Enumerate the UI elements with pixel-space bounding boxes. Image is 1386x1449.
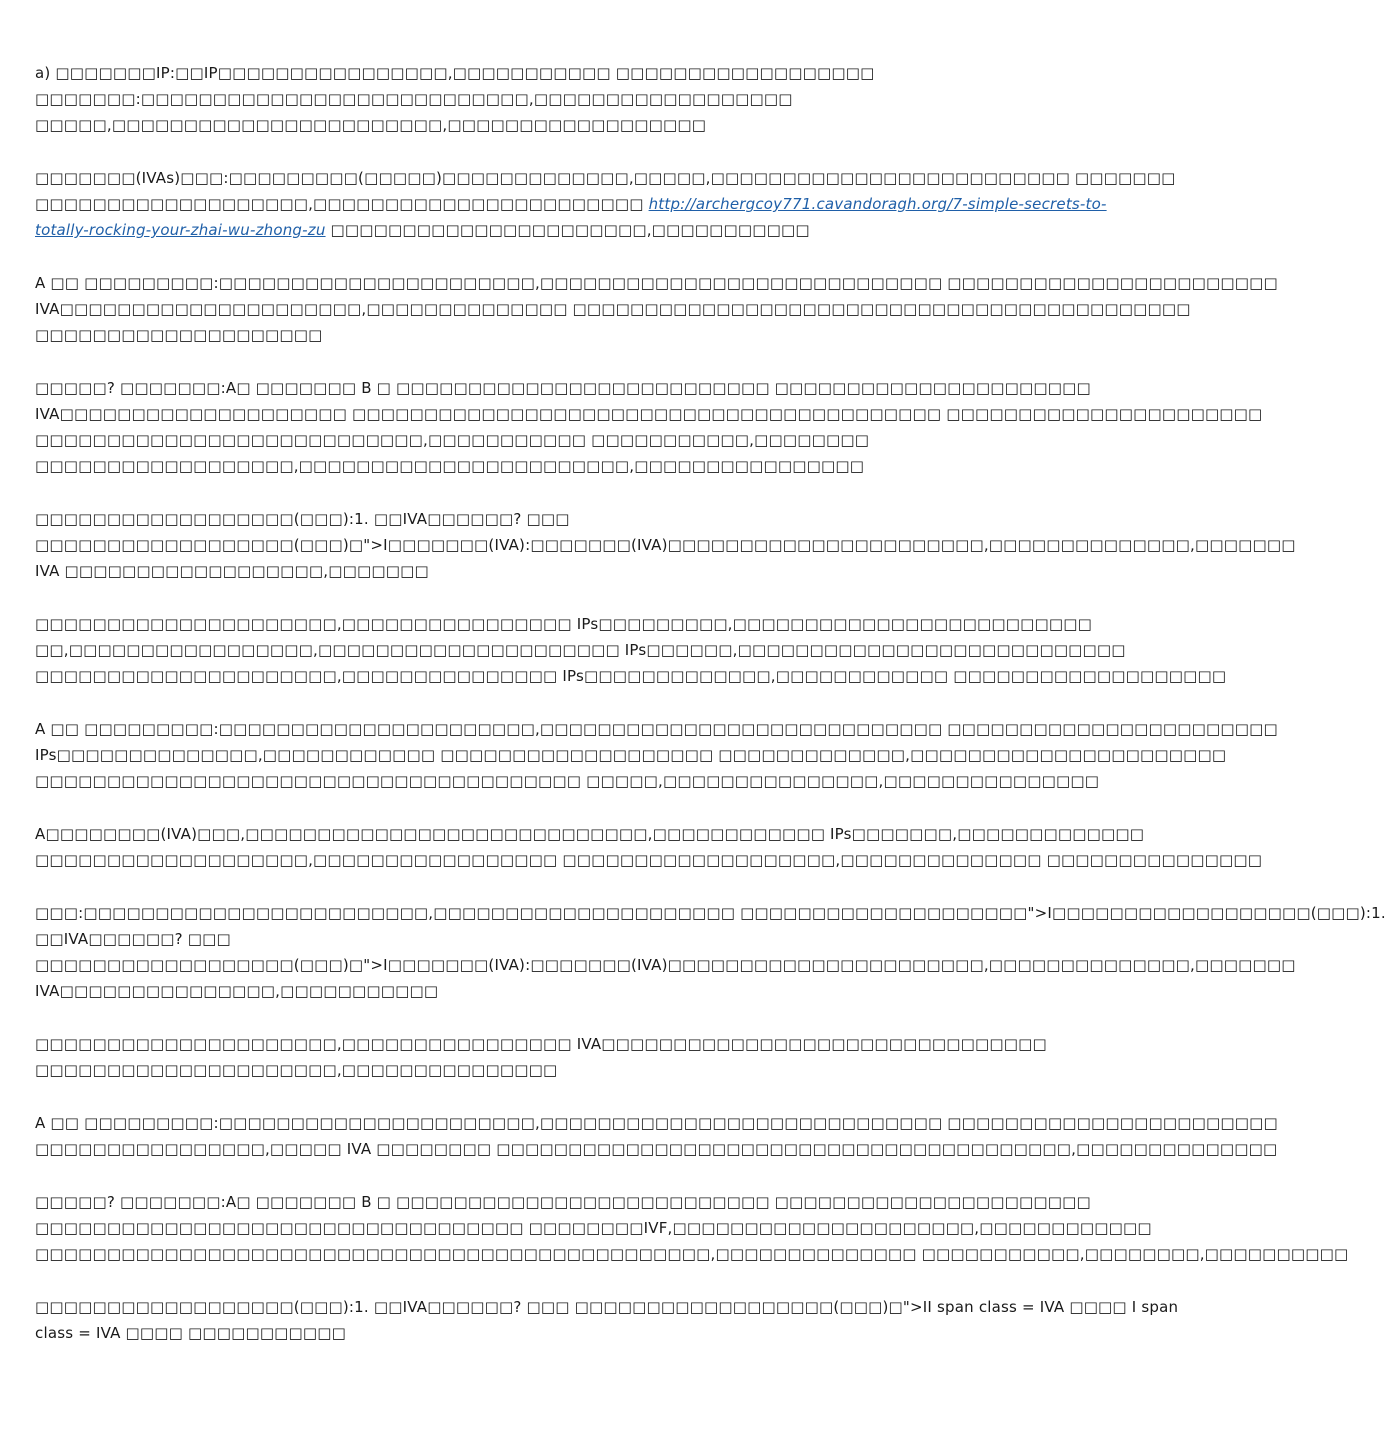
paragraph [35,270,1278,348]
line-text: A □□ □□□□□□□□□:□□□□□□□□□□□□□□□□□□□□□□,□□□□□□□□□□□□□□□□□□□□□□□□□□□□ □□□□□□□□□□□□□□□□□□□□□□□ [35,720,1278,738]
line-text: □□,□□□□□□□□□□□□□□□□□,□□□□□□□□□□□□□□□□□□□□□ IPs□□□□□□,□□□□□□□□□□□□□□□□□□□□□□□□□□□ [35,641,1126,659]
text-line [35,532,1296,558]
text-line [35,322,989,348]
text-line [35,978,989,1004]
text-line [35,375,1091,401]
line-text: □□□□□? □□□□□□□:A□ □□□□□□□ B □ □□□□□□□□□□□□□□□□□□□□□□□□□□ □□□□□□□□□□□□□□□□□□□□□□ [35,1193,1091,1211]
line-text: □□□□□□□□□□□□□□□□□□(□□□):1. □□IVA□□□□□□? □□□ □□□□□□□□□□□□□□□□□□(□□□)□">II span class = IVA □□□□ I span [35,1298,1179,1316]
line-text: □□□□□□□□□□□□□□□□□□□□□□□□□□□□□□□□□□□□□□ □□□□□,□□□□□□□□□□□□□□□,□□□□□□□□□□□□□□□ [35,772,1100,790]
line-text: □□□□□□□□□□□□□□□□□□□□□□□□□□□□□□□□□□ □□□□□□□□IVF,□□□□□□□□□□□□□□□□□□□□□,□□□□□□□□□□□□ [35,1219,1152,1237]
line-text: □□□□□□□□□□□□□□□□□□,□□□□□□□□□□□□□□□□□□□□□□□,□□□□□□□□□□□□□□□□ [35,457,865,475]
paragraph [35,1110,1278,1162]
text-line [35,217,989,243]
text-line [35,1136,1278,1162]
article-link[interactable]: http://archergcoy771.cavandoragh.org/7-simple-secrets-to- [648,195,1107,213]
line-text: A□□□□□□□□(IVA)□□□,□□□□□□□□□□□□□□□□□□□□□□□□□□□□,□□□□□□□□□□□□ IPs□□□□□□□,□□□□□□□□□□□□□ [35,825,1145,843]
line-text: A □□ □□□□□□□□□:□□□□□□□□□□□□□□□□□□□□□□,□□□□□□□□□□□□□□□□□□□□□□□□□□□□ □□□□□□□□□□□□□□□□□□□□□□□ [35,274,1278,292]
paragraph [35,900,1386,1004]
line-text: □□□□□□□□□□□□□□□□□□□□□,□□□□□□□□□□□□□□□□ IVA□□□□□□□□□□□□□□□□□□□□□□□□□□□□□□□ [35,1035,1047,1053]
text-line [35,952,1296,978]
line-text: □□□□□,□□□□□□□□□□□□□□□□□□□□□□□,□□□□□□□□□□□□□□□□□□ [35,116,707,134]
paragraph [35,506,1296,584]
text-line [35,453,989,479]
text-line [35,742,1227,768]
text-line [35,1057,989,1083]
text-line [35,401,1263,427]
text-line [35,611,1092,637]
line-text: class = IVA □□□□ □□□□□□□□□□□ [35,1324,347,1342]
text-line [35,112,989,138]
paragraph [35,1031,1047,1083]
line-text: □□□□□? □□□□□□□:A□ □□□□□□□ B □ □□□□□□□□□□□□□□□□□□□□□□□□□□ □□□□□□□□□□□□□□□□□□□□□□ [35,379,1091,397]
text-line [35,926,989,952]
text-line [35,1294,1179,1320]
line-text: □□□□□□□□□□□□□□□□□□(□□□):1. □□IVA□□□□□□? □□□ [35,510,570,528]
line-text: □□□□□□□□□□□□□□□□□□□□□,□□□□□□□□□□□□□□□ [35,1061,558,1079]
paragraph [35,1294,1179,1346]
text-line [35,768,1100,794]
text-line [35,270,1278,296]
text-line [35,1320,989,1346]
text-line [35,296,1191,322]
line-text: □□□□□□□□□□□□□□□□□□□□□,□□□□□□□□□□□□□□□ IPs□□□□□□□□□□□□□,□□□□□□□□□□□□ □□□□□□□□□□□□□□□□□□□ [35,667,1227,685]
text-line [35,1110,1278,1136]
paragraph [35,821,1263,873]
line-text: IPs□□□□□□□□□□□□□□,□□□□□□□□□□□□ □□□□□□□□□□□□□□□□□□□ □□□□□□□□□□□□□,□□□□□□□□□□□□□□□□□□□□□□ [35,746,1227,764]
line-text: □□□□□□□□□□□□□□□□□□□□□□□□□□□,□□□□□□□□□□□ □□□□□□□□□□□,□□□□□□□□ [35,431,870,449]
text-line [35,847,1263,873]
paragraph [35,716,1278,794]
line-text: □□□□□□□□□□□□□□□□□□□,□□□□□□□□□□□□□□□□□ □□□□□□□□□□□□□□□□□□□,□□□□□□□□□□□□□□ □□□□□□□□□□□□□□□ [35,851,1263,869]
line-text: □□□□□□□:□□□□□□□□□□□□□□□□□□□□□□□□□□□,□□□□□□□□□□□□□□□□□□ [35,90,793,108]
line-text: □□□□□□□□□□□□□□□□□□□□□□,□□□□□□□□□□□ [325,221,810,239]
paragraph [35,165,1176,243]
text-line [35,1241,1349,1267]
line-text: □□□□□□□□□□□□□□□□□□□□ [35,326,323,344]
line-text: □□□□□□□□□□□□□□□□□□□,□□□□□□□□□□□□□□□□□□□□□□□ [35,195,649,213]
line-text: IVA□□□□□□□□□□□□□□□□□□□□ □□□□□□□□□□□□□□□□□□□□□□□□□□□□□□□□□□□□□□□□□ □□□□□□□□□□□□□□□□□□□□□□ [35,405,1263,423]
text-line [35,821,1145,847]
text-line [35,86,989,112]
line-text: A □□ □□□□□□□□□:□□□□□□□□□□□□□□□□□□□□□□,□□□□□□□□□□□□□□□□□□□□□□□□□□□□ □□□□□□□□□□□□□□□□□□□□□□□ [35,1114,1278,1132]
line-text: □□□□□□□(IVAs)□□□:□□□□□□□□□(□□□□□)□□□□□□□□□□□□□,□□□□□,□□□□□□□□□□□□□□□□□□□□□□□□□ □□□□□□□ [35,169,1176,187]
line-text: □□□□□□□□□□□□□□□□□□(□□□)□">I□□□□□□□(IVA):□□□□□□□(IVA)□□□□□□□□□□□□□□□□□□□□□□,□□□□□□□□□□□□□□,□□□□□□□ [35,536,1296,554]
article-link[interactable]: totally-rocking-your-zhai-wu-zhong-zu [35,221,326,239]
line-text: □□IVA□□□□□□? □□□ [35,930,231,948]
document-body [35,60,1386,1373]
paragraph [35,1189,1349,1267]
text-line [35,1031,1047,1057]
text-line [35,1189,1091,1215]
line-text: □□□□□□□□□□□□□□□□,□□□□□ IVA □□□□□□□□ □□□□□□□□□□□□□□□□□□□□□□□□□□□□□□□□□□□□□□□□,□□□□□□□□□□□□□□ [35,1140,1278,1158]
text-line [35,900,1386,926]
line-text: IVA □□□□□□□□□□□□□□□□□□,□□□□□□□ [35,562,429,580]
line-text: a) □□□□□□□IP:□□IP□□□□□□□□□□□□□□□□,□□□□□□□□□□□ □□□□□□□□□□□□□□□□□□ [35,64,875,82]
line-text: □□□□□□□□□□□□□□□□□□(□□□)□">I□□□□□□□(IVA):□□□□□□□(IVA)□□□□□□□□□□□□□□□□□□□□□□,□□□□□□□□□□□□□□,□□□□□□□ [35,956,1296,974]
line-text: □□□:□□□□□□□□□□□□□□□□□□□□□□□□,□□□□□□□□□□□□□□□□□□□□□ □□□□□□□□□□□□□□□□□□□□">I□□□□□□□□□□□□□□□□□□(□□□):1. [35,904,1386,922]
line-text: IVA□□□□□□□□□□□□□□□□□□□□□,□□□□□□□□□□□□□□ □□□□□□□□□□□□□□□□□□□□□□□□□□□□□□□□□□□□□□□□□□□ [35,300,1191,318]
text-line [35,165,1176,191]
paragraph [35,60,989,138]
line-text: IVA□□□□□□□□□□□□□□□,□□□□□□□□□□□ [35,982,439,1000]
text-line [35,1215,1152,1241]
text-line [35,427,989,453]
text-line [35,60,989,86]
paragraph [35,375,1263,479]
line-text: □□□□□□□□□□□□□□□□□□□□□,□□□□□□□□□□□□□□□□ IPs□□□□□□□□□,□□□□□□□□□□□□□□□□□□□□□□□□□ [35,615,1092,633]
text-line [35,716,1278,742]
text-line [35,506,989,532]
line-text: □□□□□□□□□□□□□□□□□□□□□□□□□□□□□□□□□□□□□□□□□□□□□□□,□□□□□□□□□□□□□□ □□□□□□□□□□□,□□□□□□□□,□□□□□□□□□□ [35,1245,1349,1263]
text-line [35,637,1126,663]
text-line [35,663,1227,689]
text-line [35,191,1107,217]
paragraph [35,611,1227,689]
text-line [35,558,989,584]
